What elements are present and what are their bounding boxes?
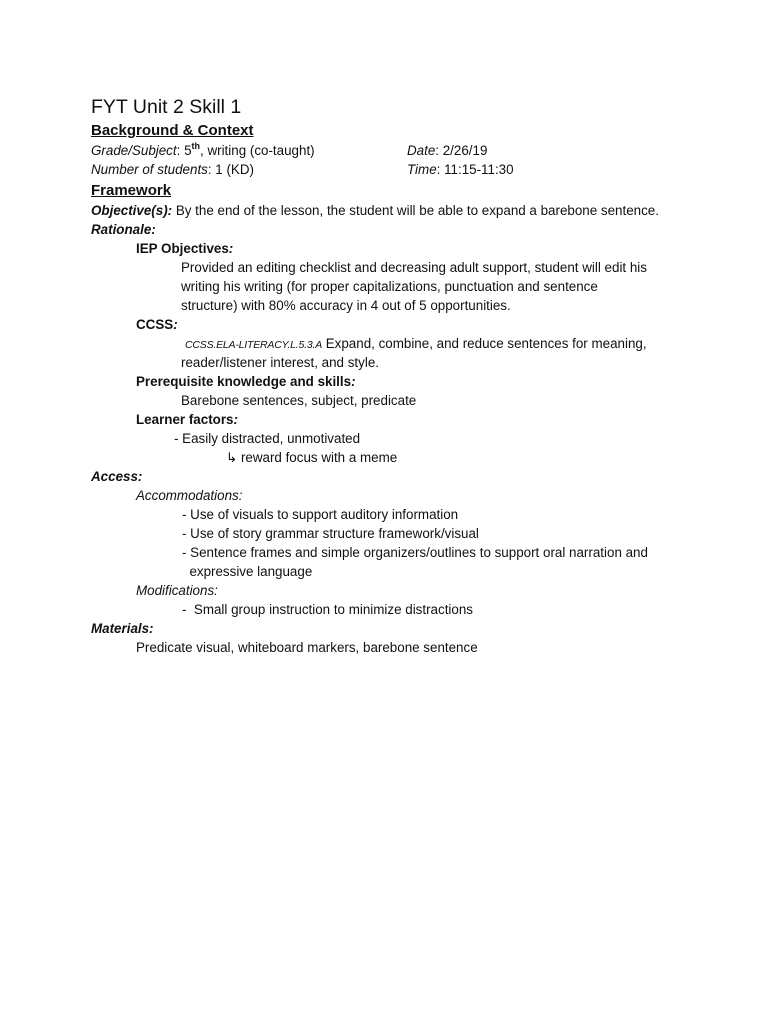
materials-text: Predicate visual, whiteboard markers, barebone sentence [136,640,478,655]
ccss-label: CCSS [136,317,174,332]
iep-line: writing his writing (for proper capitalizations, punctuation and sentence [181,279,598,294]
accommodation-item: - Use of visuals to support auditory information [182,507,459,522]
iep-line: structure) with 80% accuracy in 4 out of 5 opportunities. [181,298,511,313]
prereq-label: Prerequisite knowledge and skills [136,374,352,389]
ccss-colon: : [173,317,178,332]
ccss-text-continued: reader/listener interest, and style. [181,355,379,370]
modifications-label: Modifications: [136,583,218,598]
time-line [407,160,514,179]
iep-label: IEP Objectives [136,241,229,256]
students-value: : 1 (KD) [207,162,254,177]
learner-subitem: ↳ reward focus with a meme [226,450,398,465]
iep-label-line [136,239,233,258]
prereq-label-line [136,372,356,391]
iep-line: Provided an editing checklist and decreasing adult support, student will edit his [181,260,647,275]
ccss-standard-line [185,334,647,355]
document-title: FYT Unit 2 Skill 1 [91,96,242,118]
students-label: Number of students [91,162,208,177]
prereq-text: Barebone sentences, subject, predicate [181,393,417,408]
materials-label: Materials: [91,621,154,636]
prereq-colon: : [351,374,356,389]
ccss-text: Expand, combine, and reduce sentences for meaning, [322,336,647,351]
rationale-label: Rationale: [91,222,156,237]
time-label: Time [407,162,437,177]
grade-subject-value: , writing (co-taught) [200,143,315,158]
students-line [91,160,254,179]
grade-subject-line: Grade/Subject: 5th, writing (co-taught) [91,140,315,158]
accommodation-item: expressive language [182,564,313,579]
objective-label: Objective(s): [91,203,173,218]
ccss-label-line [136,315,178,334]
objective-text: By the end of the lesson, the student will be able to expand a barebone sentence. [172,203,659,218]
learner-label: Learner factors [136,412,234,427]
iep-colon: : [228,241,234,256]
modification-item: - Small group instruction to minimize distractions [182,602,473,617]
learner-label-line [136,410,238,429]
learner-item: - Easily distracted, unmotivated [174,431,361,446]
date-line [407,141,487,160]
objective-line [91,201,659,220]
grade-superscript: th [191,140,201,151]
ccss-code: CCSS.ELA-LITERACY.L.5.3.A [185,339,323,351]
grade-label: Grade/Subject [91,143,177,158]
accommodation-item: - Sentence frames and simple organizers/outlines to support oral narration and [182,545,648,560]
date-label: Date [407,143,436,158]
time-value: : 11:15-11:30 [436,162,514,177]
background-heading: Background & Context [91,122,254,139]
accommodations-label: Accommodations: [136,488,243,503]
access-label: Access: [91,469,143,484]
accommodation-item: - Use of story grammar structure framework/visual [182,526,479,541]
learner-colon: : [233,412,238,427]
date-value: : 2/26/19 [435,143,488,158]
grade-number: 5 [184,143,192,158]
framework-heading: Framework [91,182,172,199]
